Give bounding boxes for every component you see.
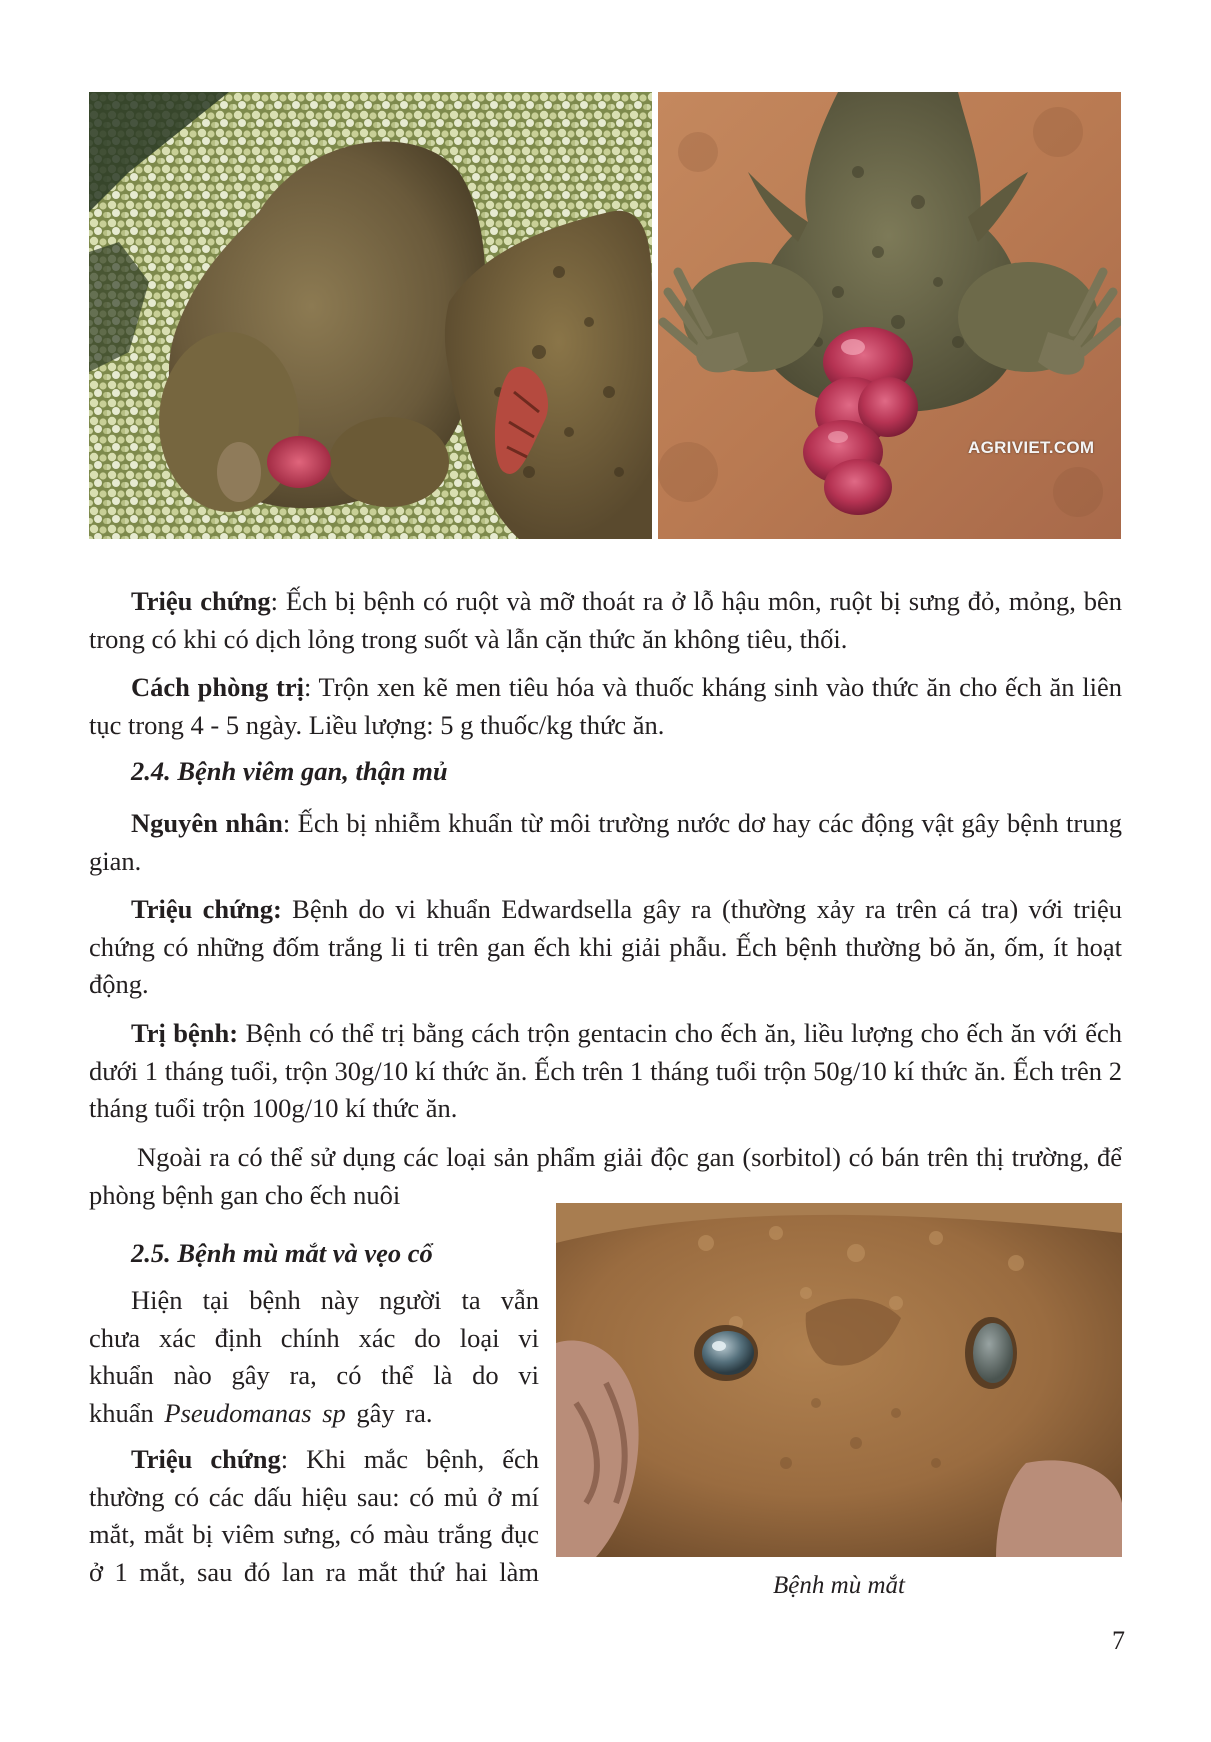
cause-text: : Ếch bị nhiễm khuẩn từ môi trường nước dơ hay các động vật gây bệnh trung gian. — [89, 808, 1122, 876]
watermark: AGRIVIET.COM — [968, 438, 1095, 457]
photo-caption: Bệnh mù mắt — [773, 1572, 905, 1599]
intro-text: Hiện tại bệnh này người ta vẫn chưa xác định chính xác do loại vi khuẩn nào gây ra, có thể là do vi khuẩn — [89, 1285, 539, 1428]
frog-intestine-prolapse-photo — [658, 92, 1121, 539]
liver-symptoms-label: Triệu chứng: — [131, 894, 282, 924]
prolapse-treatment-paragraph — [89, 669, 1122, 744]
intro-tail: gây ra. — [345, 1397, 433, 1428]
symptoms-label: Triệu chứng — [131, 586, 271, 616]
treatment-text: : Trộn xen kẽ men tiêu hóa và thuốc kháng sinh vào thức ăn cho ếch ăn liên tục trong 4 - 5 ngày. Liều lượng: 5 g thuốc/kg thức ăn. — [89, 672, 1122, 740]
liver-extra-paragraph: Ngoài ra có thể sử dụng các loại sản phẩm giải độc gan (sorbitol) có bán trên thị trường, để phòng bệnh gan cho ếch nuôi — [89, 1142, 1122, 1210]
species-name: Pseudomanas sp — [164, 1397, 346, 1428]
liver-treatment-text: Bệnh có thể trị bằng cách trộn gentacin cho ếch ăn, liều lượng cho ếch ăn với ếch dưới 1 tháng tuổi, trộn 30g/10 kí thức ăn. Ếch trên 1 tháng tuổi trộn 50g/10 kí thức ăn. Ếch trên 2 tháng tuổi trộn 100g/10 kí thức ăn. — [89, 1018, 1122, 1123]
section-2-5-heading: 2.5. Bệnh mù mắt và vẹo cổ — [131, 1238, 433, 1268]
symptoms-text: : Ếch bị bệnh có ruột và mỡ thoát ra ở lỗ hậu môn, ruột bị sưng đỏ, mỏng, bên trong có khi có dịch lỏng trong suốt và lẫn cặn thức ăn không tiêu, thối. — [89, 586, 1122, 654]
liver-symptoms-text: Bệnh do vi khuẩn Edwardsella gây ra (thường xảy ra trên cá tra) với triệu chứng có những đốm trắng li ti trên gan ếch khi giải phẫu. Ếch bệnh thường bỏ ăn, ốm, ít hoạt động. — [89, 894, 1122, 999]
prolapse-symptoms-paragraph — [89, 583, 1122, 658]
page-number: 7 — [1112, 1626, 1125, 1655]
liver-cause-paragraph — [89, 805, 1122, 880]
blind-symptoms-text: : Khi mắc bệnh, ếch thường có các dấu hiệu sau: có mủ ở mí mắt, mắt bị viêm sưng, có màu trắng đục ở 1 mắt, sau đó lan ra mắt thứ hai làm — [89, 1444, 539, 1587]
liver-treatment-paragraph — [89, 1015, 1122, 1128]
treatment-label: Cách phòng trị — [131, 672, 304, 702]
frog-blind-eye-photo — [556, 1203, 1122, 1557]
blind-symptoms-label: Triệu chứng — [131, 1444, 281, 1474]
liver-symptoms-paragraph — [89, 891, 1122, 1004]
liver-treatment-label: Trị bệnh: — [131, 1018, 239, 1048]
blind-eye-symptoms-paragraph — [89, 1441, 539, 1591]
cause-label: Nguyên nhân — [131, 808, 283, 838]
section-2-4-heading: 2.4. Bệnh viêm gan, thận mủ — [131, 756, 448, 786]
frog-cloaca-prolapse-photo — [89, 92, 652, 539]
blind-eye-intro-paragraph — [89, 1282, 539, 1432]
